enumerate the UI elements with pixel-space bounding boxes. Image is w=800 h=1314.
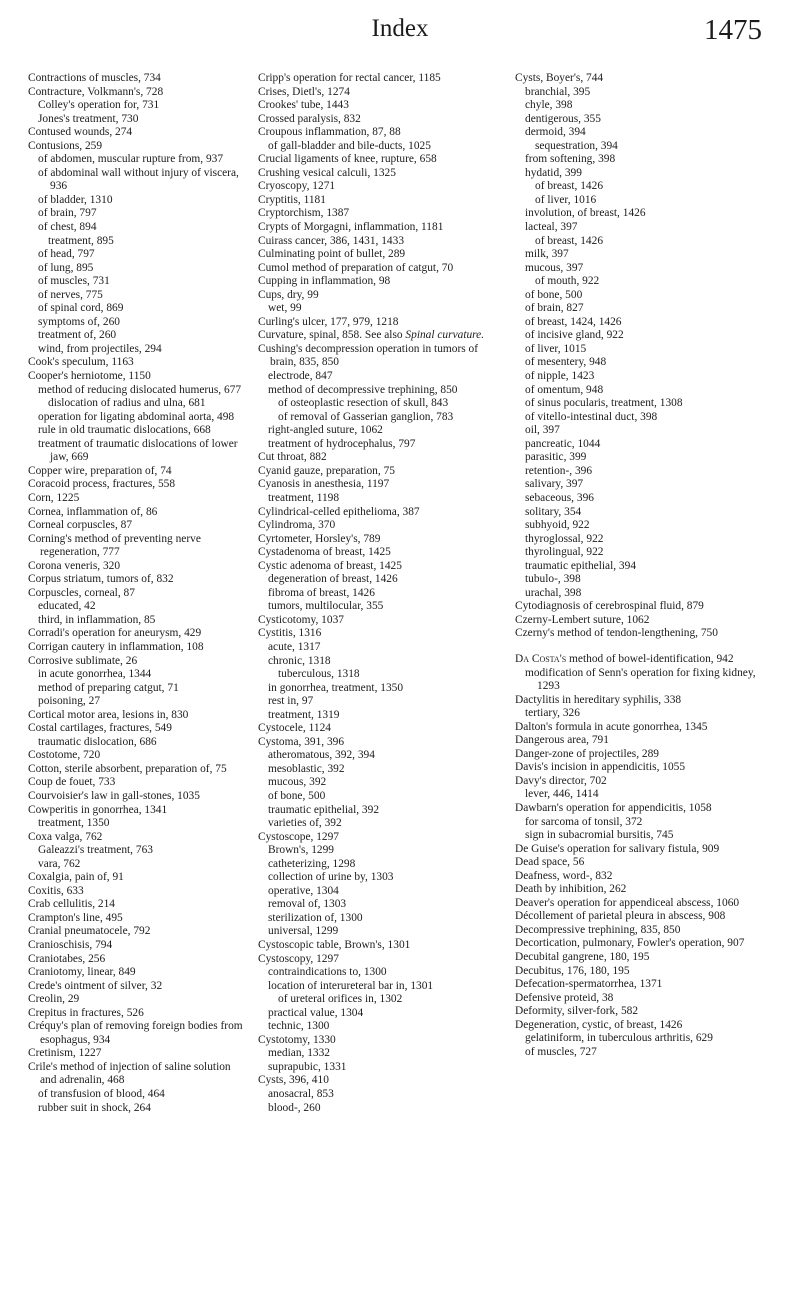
index-entry: educated, 42 [38,600,96,613]
index-entry: Decubitus, 176, 180, 195 [515,964,630,977]
index-entry: thyroglossal, 922 [525,532,604,545]
index-entry: lacteal, 397 [525,221,578,234]
index-column-1 [28,72,243,1115]
index-entry: Corpuscles, corneal, 87 [28,586,135,599]
index-entry: Davis's incision in appendicitis, 1055 [515,761,686,774]
index-entry: Crossed paralysis, 832 [258,112,361,125]
index-entry: Crede's ointment of silver, 32 [28,979,163,992]
index-entry: chyle, 398 [525,99,573,112]
index-entry: of muscles, 727 [525,1045,597,1058]
index-entry: varieties of, 392 [268,817,342,830]
index-entry: catheterizing, 1298 [268,857,356,870]
index-entry: of abdominal wall without injury of viscera, 936 [38,166,239,193]
index-entry: fibroma of breast, 1426 [268,586,375,599]
page-header [0,14,800,64]
index-entry: mucous, 392 [268,776,327,789]
index-entry: Cystoscopy, 1297 [258,952,339,965]
index-entry: salivary, 397 [525,478,584,491]
index-entry: Dawbarn's operation for appendicitis, 1058 [515,801,712,814]
index-entry: subhyoid, 922 [525,519,590,532]
index-entry: lever, 446, 1414 [525,788,599,801]
index-entry: of omentum, 948 [525,383,604,396]
index-entry: rest in, 97 [268,695,314,708]
index-entry: rubber suit in shock, 264 [38,1101,151,1114]
index-entry: Cylindrical-celled epithelioma, 387 [258,505,420,518]
index-entry: Craniotabes, 256 [28,952,106,965]
index-entry: removal of, 1303 [268,898,347,911]
index-entry: Danger-zone of projectiles, 289 [515,747,659,760]
index-entry: median, 1332 [268,1047,331,1060]
index-entry: Cryptorchism, 1387 [258,207,350,220]
index-entry: Coracoid process, fractures, 558 [28,478,176,491]
index-entry: Cyanosis in anesthesia, 1197 [258,478,390,491]
index-entry: Cups, dry, 99 [258,288,319,301]
index-entry: operation for ligating abdominal aorta, 498 [38,410,235,423]
index-entry: Defecation-spermatorrhea, 1371 [515,978,663,991]
index-entry: right-angled suture, 1062 [268,424,383,437]
index-entry: Crucial ligaments of knee, rupture, 658 [258,153,437,166]
index-entry: of breast, 1424, 1426 [525,315,622,328]
index-entry: Costal cartilages, fractures, 549 [28,722,172,735]
index-entry: Cystoscope, 1297 [258,830,339,843]
index-entry: Deafness, word-, 832 [515,869,613,882]
index-entry: electrode, 847 [268,370,333,383]
index-entry: traumatic dislocation, 686 [38,735,157,748]
index-entry: Corradi's operation for aneurysm, 429 [28,627,202,640]
index-entry: Brown's, 1299 [268,844,334,857]
index-entry: Davy's director, 702 [515,774,607,787]
index-entry: Degeneration, cystic, of breast, 1426 [515,1018,683,1031]
index-entry: Cuirass cancer, 386, 1431, 1433 [258,234,405,247]
index-entry: Crepitus in fractures, 526 [28,1006,144,1019]
index-entry: treatment, 1319 [268,708,340,721]
index-entry: blood-, 260 [268,1101,321,1114]
index-entry: Cystoscopic table, Brown's, 1301 [258,939,411,951]
index-entry: Da Costa's method of bowel-identification, 942 [515,652,734,665]
index-entry: Decortication, pulmonary, Fowler's operation, 907 [515,937,745,950]
index-entry: Culminating point of bullet, 289 [258,248,406,261]
index-entry: Galeazzi's treatment, 763 [38,844,153,857]
index-entry: Czerny-Lembert suture, 1062 [515,613,650,626]
index-entry: Cystotomy, 1330 [258,1033,336,1046]
index-entry: method of preparing catgut, 71 [38,681,179,694]
index-entry: Craniotomy, linear, 849 [28,966,136,979]
index-entry: Croupous inflammation, 87, 88 [258,126,401,139]
index-entry: Cysts, 396, 410 [258,1074,329,1087]
index-entry: rule in old traumatic dislocations, 668 [38,424,211,437]
index-entry: thyrolingual, 922 [525,546,604,559]
index-entry: tuberculous, 1318 [278,668,360,681]
index-entry: treatment of, 260 [38,329,117,342]
index-entry: from softening, 398 [525,153,616,166]
index-entry: anosacral, 853 [268,1088,334,1101]
index-entry: Curling's ulcer, 177, 979, 1218 [258,315,399,328]
index-entry: Cornea, inflammation of, 86 [28,505,158,518]
index-entry: Cyanid gauze, preparation, 75 [258,464,395,477]
index-entry: Crookes' tube, 1443 [258,99,349,112]
index-entry: Cowperitis in gonorrhea, 1341 [28,803,168,816]
index-entry: suprapubic, 1331 [268,1060,347,1073]
index-entry: Contusions, 259 [28,139,103,152]
index-entry: Cupping in inflammation, 98 [258,275,391,288]
index-entry: Cook's speculum, 1163 [28,356,134,369]
index-entry: of muscles, 731 [38,275,110,288]
index-entry: Crab cellulitis, 214 [28,898,115,911]
index-entry: Costotome, 720 [28,749,101,762]
index-entry: of vitello-intestinal duct, 398 [525,410,658,423]
index-entry: Death by inhibition, 262 [515,883,627,896]
index-entry: branchial, 395 [525,85,591,98]
index-entry: Cut throat, 882 [258,451,327,464]
index-entry: Corn, 1225 [28,491,80,504]
index-entry: of bone, 500 [268,789,326,802]
index-entry: of bladder, 1310 [38,193,113,206]
index-entry: Cylindroma, 370 [258,519,336,532]
index-entry: Corona veneris, 320 [28,559,121,572]
index-entry: traumatic epithelial, 392 [268,803,380,816]
index-entry: treatment, 1198 [268,491,340,504]
index-entry: of breast, 1426 [535,180,604,193]
index-entry: of brain, 797 [38,207,97,220]
index-entry: Deaver's operation for appendiceal abscess, 1060 [515,896,740,909]
index-entry: practical value, 1304 [268,1006,364,1019]
index-entry: Cotton, sterile absorbent, preparation of, 75 [28,762,227,775]
index-entry: Curvature, spinal, 858. See also Spinal curvature. [258,329,485,342]
index-entry: Cryptitis, 1181 [258,193,326,206]
index-entry: Crushing vesical calculi, 1325 [258,166,396,179]
index-entry: contraindications to, 1300 [268,966,387,979]
index-entry: Cryoscopy, 1271 [258,180,336,193]
index-entry: tubulo-, 398 [525,573,581,586]
index-entry: technic, 1300 [268,1020,330,1033]
index-entry: universal, 1299 [268,925,339,938]
index-entry: of osteoplastic resection of skull, 843 [278,397,449,410]
index-entry: Cranioschisis, 794 [28,939,113,951]
index-entry: of mesentery, 948 [525,356,607,369]
index-entry: of mouth, 922 [535,275,600,288]
index-entry: tumors, multilocular, 355 [268,600,384,613]
index-entry: urachal, 398 [525,586,582,599]
index-entry: involution, of breast, 1426 [525,207,646,220]
index-entry: Decompressive trephining, 835, 850 [515,923,681,936]
index-entry: De Guise's operation for salivary fistula, 909 [515,842,720,855]
index-entry: pancreatic, 1044 [525,437,601,450]
index-entry: of brain, 827 [525,302,584,315]
index-entry: Corneal corpuscles, 87 [28,519,133,532]
index-entry: Cortical motor area, lesions in, 830 [28,708,189,721]
index-entry: Créquy's plan of removing foreign bodies from esophagus, 934 [28,1020,243,1046]
index-entry: in acute gonorrhea, 1344 [38,668,152,681]
index-entry: Cystocele, 1124 [258,722,331,735]
index-entry: treatment of hydrocephalus, 797 [268,437,416,450]
index-entry: Corrosive sublimate, 26 [28,654,138,667]
index-entry: of head, 797 [38,248,95,261]
index-entry: mesoblastic, 392 [268,762,345,775]
index-entry: Cytodiagnosis of cerebrospinal fluid, 879 [515,600,704,613]
index-entry: of chest, 894 [38,221,97,234]
index-entry: poisoning, 27 [38,695,101,708]
index-entry: traumatic epithelial, 394 [525,559,637,572]
index-entry: wind, from projectiles, 294 [38,342,162,355]
index-entry: milk, 397 [525,248,569,261]
index-entry: Jones's treatment, 730 [38,112,139,125]
index-entry: acute, 1317 [268,640,321,653]
index-entry: chronic, 1318 [268,654,331,667]
index-entry: Defensive proteid, 38 [515,991,614,1004]
index-entry: Deformity, silver-fork, 582 [515,1005,639,1018]
index-entry: wet, 99 [268,302,302,315]
index-entry: Coxitis, 633 [28,884,84,897]
index-entry: method of decompressive trephining, 850 [268,383,458,396]
index-entry: Cystic adenoma of breast, 1425 [258,559,402,572]
index-entry: Crampton's line, 495 [28,911,123,924]
index-entry: parasitic, 399 [525,451,587,464]
index-entry: oil, 397 [525,424,560,437]
index-entry: Decubital gangrene, 180, 195 [515,951,650,963]
index-entry: sebaceous, 396 [525,491,594,504]
index-entry: of lung, 895 [38,261,94,274]
index-entry: dislocation of radius and ulna, 681 [48,397,206,410]
index-entry: Colley's operation for, 731 [38,99,160,112]
index-entry: Coxa valga, 762 [28,830,103,843]
index-entry: Corpus striatum, tumors of, 832 [28,573,174,586]
index-entry: mucous, 397 [525,261,584,274]
index-entry: of liver, 1015 [525,342,587,355]
index-entry: method of reducing dislocated humerus, 677 [38,383,242,396]
index-entry: hydatid, 399 [525,166,582,179]
index-entry: Coup de fouet, 733 [28,776,116,789]
index-entry: Cystitis, 1316 [258,627,322,640]
index-entry: treatment, 895 [48,234,114,247]
index-entry: location of interureteral bar in, 1301 [268,979,434,992]
index-entry: Cystoma, 391, 396 [258,735,345,748]
index-entry: Copper wire, preparation of, 74 [28,464,172,477]
index-entry: of bone, 500 [525,288,583,301]
index-entry: dentigerous, 355 [525,112,601,125]
index-entry: Cretinism, 1227 [28,1047,102,1060]
index-entry: sterilization of, 1300 [268,911,363,924]
index-entry: atheromatous, 392, 394 [268,749,375,762]
index-entry: of ureteral orifices in, 1302 [278,993,403,1006]
index-entry: solitary, 354 [525,505,582,518]
index-entry: Décollement of parietal pleura in abscess, 908 [515,910,726,923]
index-entry: vara, 762 [38,857,81,870]
index-entry: sequestration, 394 [535,139,618,152]
index-entry: Cystadenoma of breast, 1425 [258,546,391,559]
index-entry: treatment, 1350 [38,817,110,830]
index-entry: of transfusion of blood, 464 [38,1088,165,1101]
index-entry: sign in subacromial bursitis, 745 [525,829,674,842]
page-number: 1475 [704,14,762,46]
index-entry: of nerves, 775 [38,288,103,301]
index-entry: of spinal cord, 869 [38,302,124,315]
index-entry: Corrigan cautery in inflammation, 108 [28,640,204,653]
index-entry: Cripp's operation for rectal cancer, 1185 [258,72,441,84]
index-entry: gelatiniform, in tuberculous arthritis, 629 [525,1032,713,1045]
index-entry: Crile's method of injection of saline solution and adrenalin, 468 [28,1060,231,1087]
index-entry: operative, 1304 [268,884,339,897]
index-column-3 [515,72,777,1059]
index-entry: Cysts, Boyer's, 744 [515,72,604,84]
index-entry: for sarcoma of tonsil, 372 [525,815,643,828]
index-entry: of removal of Gasserian ganglion, 783 [278,410,454,423]
index-entry: Cushing's decompression operation in tumors of brain, 835, 850 [258,342,479,369]
index-entry: Czerny's method of tendon-lengthening, 750 [515,627,718,640]
page-title: Index [371,15,429,42]
index-entry: of breast, 1426 [535,234,604,247]
index-entry: Crypts of Morgagni, inflammation, 1181 [258,221,444,234]
index-entry: of sinus pocularis, treatment, 1308 [525,397,683,410]
index-entry: symptoms of, 260 [38,315,120,328]
index-entry: in gonorrhea, treatment, 1350 [268,681,404,694]
index-entry: Cysticotomy, 1037 [258,613,344,626]
index-entry: of abdomen, muscular rupture from, 937 [38,153,224,166]
index-entry: dermoid, 394 [525,126,586,139]
index-entry: of incisive gland, 922 [525,329,624,342]
index-entry: modification of Senn's operation for fixing kidney, 1293 [525,666,756,693]
index-entry: Corning's method of preventing nerve regeneration, 777 [28,532,201,559]
index-entry: treatment of traumatic dislocations of lower jaw, 669 [38,437,238,464]
index-entry: Contracture, Volkmann's, 728 [28,85,164,98]
index-entry: Dactylitis in hereditary syphilis, 338 [515,693,682,706]
index-entry: collection of urine by, 1303 [268,871,394,884]
index-entry: Dangerous area, 791 [515,734,609,747]
index-entry: Cyrtometer, Horsley's, 789 [258,532,381,545]
index-entry: Coxalgia, pain of, 91 [28,871,124,884]
index-entry: Cranial pneumatocele, 792 [28,925,151,938]
index-entry: Cumol method of preparation of catgut, 70 [258,261,454,274]
index-entry: degeneration of breast, 1426 [268,573,398,586]
index-entry: of nipple, 1423 [525,370,595,383]
index-entry: of liver, 1016 [535,193,597,206]
index-entry: tertiary, 326 [525,707,580,720]
index-entry: retention-, 396 [525,464,593,477]
index-entry: third, in inflammation, 85 [38,613,156,626]
index-entry: Contractions of muscles, 734 [28,72,161,84]
index-entry: Cooper's herniotome, 1150 [28,370,151,383]
index-entry: Crises, Dietl's, 1274 [258,85,350,98]
index-entry: Contused wounds, 274 [28,126,133,139]
index-entry: Creolin, 29 [28,993,80,1006]
index-entry: Courvoisier's law in gall-stones, 1035 [28,789,200,802]
index-entry: Dalton's formula in acute gonorrhea, 1345 [515,720,708,733]
index-entry: of gall-bladder and bile-ducts, 1025 [268,139,431,152]
index-entry: Dead space, 56 [515,856,585,869]
index-column-2 [258,72,498,1115]
